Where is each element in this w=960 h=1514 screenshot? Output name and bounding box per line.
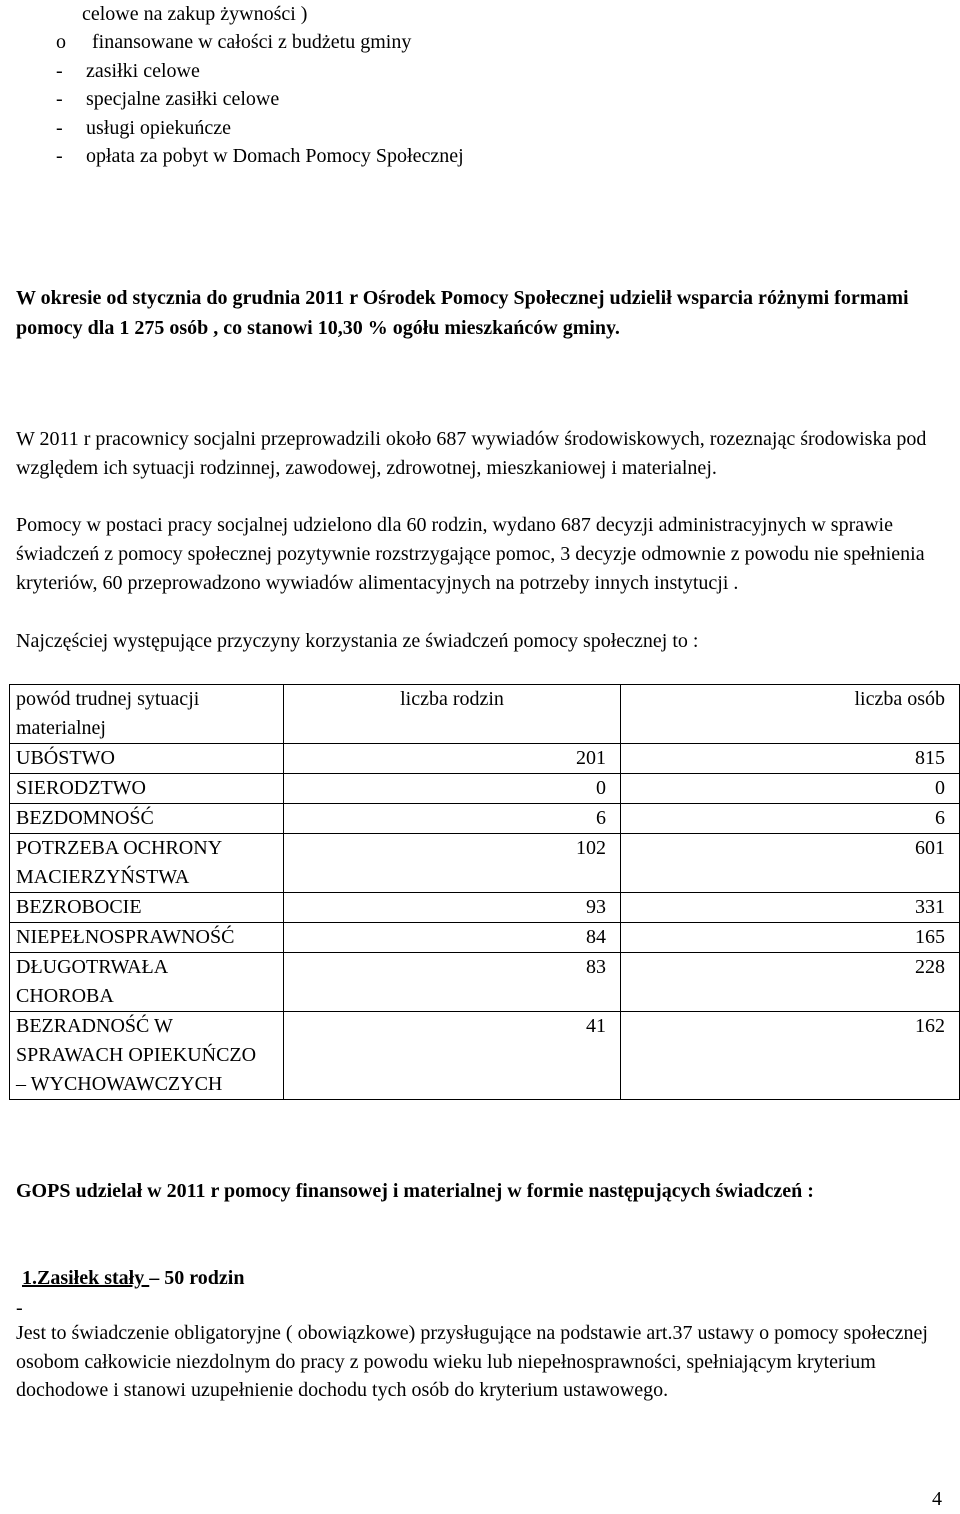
table-row bbox=[10, 893, 960, 923]
table-row bbox=[10, 744, 960, 774]
list-item bbox=[56, 114, 231, 143]
cell-reason: POTRZEBA OCHRONY MACIERZYŃSTWA bbox=[10, 834, 284, 893]
list-item bbox=[56, 142, 464, 171]
cell-families: 93 bbox=[284, 893, 621, 923]
table-row bbox=[10, 953, 960, 1012]
decisions-paragraph: Pomocy w postaci pracy socjalnej udzielono dla 60 rodzin, wydano 687 decyzji administracyjnych w sprawie świadczeń z pomocy społecznej pozytywnie rozstrzygające pomoc, 3 decyzje odmownie z powodu nie spełnienia kryteriów, 60 przeprowadzono wywiadów alimentacyjnych na potrzeby innych instytucji . bbox=[16, 514, 925, 594]
table-header-row bbox=[10, 685, 960, 744]
cell-persons: 228 bbox=[621, 953, 960, 1012]
list-item-text: usługi opiekuńcze bbox=[86, 117, 231, 139]
cell-reason: BEZRADNOŚĆ W SPRAWACH OPIEKUŃCZO – WYCHOWAWCZYCH bbox=[10, 1012, 284, 1100]
header-reason: powód trudnej sytuacji materialnej bbox=[10, 685, 284, 744]
reasons-intro: Najczęściej występujące przyczyny korzystania ze świadczeń pomocy społecznej to : bbox=[16, 630, 699, 652]
list-item-text: specjalne zasiłki celowe bbox=[86, 88, 280, 110]
table-row bbox=[10, 774, 960, 804]
cell-reason: DŁUGOTRWAŁA CHOROBA bbox=[10, 953, 284, 1012]
list-item bbox=[56, 57, 200, 86]
header-persons: liczba osób bbox=[621, 685, 960, 744]
list-item-text: opłata za pobyt w Domach Pomocy Społecznej bbox=[86, 145, 464, 167]
cell-persons: 601 bbox=[621, 834, 960, 893]
summary-paragraph: W okresie od stycznia do grudnia 2011 r Ośrodek Pomocy Społecznej udzielił wsparcia różnymi formami pomocy dla 1 275 osób , co stanowi 10,30 % ogółu mieszkańców gminy. bbox=[16, 287, 909, 339]
cell-families: 41 bbox=[284, 1012, 621, 1100]
dash-marker: - bbox=[16, 1297, 23, 1319]
zasilek-description: Jest to świadczenie obligatoryjne ( obowiązkowe) przysługujące na podstawie art.37 ustawy o pomocy społecznej osobom całkowicie niezdolnym do pracy z powodu wieku lub niepełnosprawności, spełniającym kryterium dochodowe i stanowi uzupełnienie dochodu tych osób do kryterium ustawowego. bbox=[16, 1322, 928, 1401]
gops-heading: GOPS udzielał w 2011 r pomocy finansowej i materialnej w formie następujących świadczeń : bbox=[16, 1180, 814, 1202]
list-item-o bbox=[56, 28, 411, 57]
table-row bbox=[10, 1012, 960, 1100]
cell-persons: 331 bbox=[621, 893, 960, 923]
table-row bbox=[10, 804, 960, 834]
header-families: liczba rodzin bbox=[284, 685, 621, 744]
page-number: 4 bbox=[932, 1488, 942, 1510]
cell-persons: 815 bbox=[621, 744, 960, 774]
cell-families: 6 bbox=[284, 804, 621, 834]
list-item-text: zasiłki celowe bbox=[86, 60, 200, 82]
interviews-paragraph: W 2011 r pracownicy socjalni przeprowadzili około 687 wywiadów środowiskowych, rozeznając środowiska pod względem ich sytuacji rodzinnej, zawodowej, zdrowotnej, mieszkaniowej i materialnej. bbox=[16, 428, 927, 479]
zasilek-staly-heading bbox=[22, 1264, 244, 1293]
cell-persons: 0 bbox=[621, 774, 960, 804]
list-continuation-line: celowe na zakup żywności ) bbox=[82, 3, 308, 25]
cell-families: 0 bbox=[284, 774, 621, 804]
cell-reason: BEZROBOCIE bbox=[10, 893, 284, 923]
zasilek-count: – 50 rodzin bbox=[149, 1267, 245, 1289]
cell-families: 83 bbox=[284, 953, 621, 1012]
cell-families: 201 bbox=[284, 744, 621, 774]
list-item-text: finansowane w całości z budżetu gminy bbox=[92, 31, 412, 53]
list-item bbox=[56, 85, 279, 114]
cell-persons: 6 bbox=[621, 804, 960, 834]
list-marker-dash: - bbox=[56, 88, 63, 110]
cell-reason: NIEPEŁNOSPRAWNOŚĆ bbox=[10, 923, 284, 953]
zasilek-title: 1.Zasiłek stały bbox=[22, 1267, 150, 1289]
cell-families: 84 bbox=[284, 923, 621, 953]
cell-families: 102 bbox=[284, 834, 621, 893]
cell-reason: UBÓSTWO bbox=[10, 744, 284, 774]
table-row bbox=[10, 923, 960, 953]
list-marker-dash: - bbox=[56, 60, 63, 82]
list-marker-dash: - bbox=[56, 117, 63, 139]
list-marker-dash: - bbox=[56, 145, 63, 167]
cell-reason: BEZDOMNOŚĆ bbox=[10, 804, 284, 834]
table-row bbox=[10, 834, 960, 893]
cell-reason: SIERODZTWO bbox=[10, 774, 284, 804]
reasons-table bbox=[9, 684, 960, 1100]
list-marker-o: o bbox=[56, 31, 66, 53]
cell-persons: 162 bbox=[621, 1012, 960, 1100]
cell-persons: 165 bbox=[621, 923, 960, 953]
